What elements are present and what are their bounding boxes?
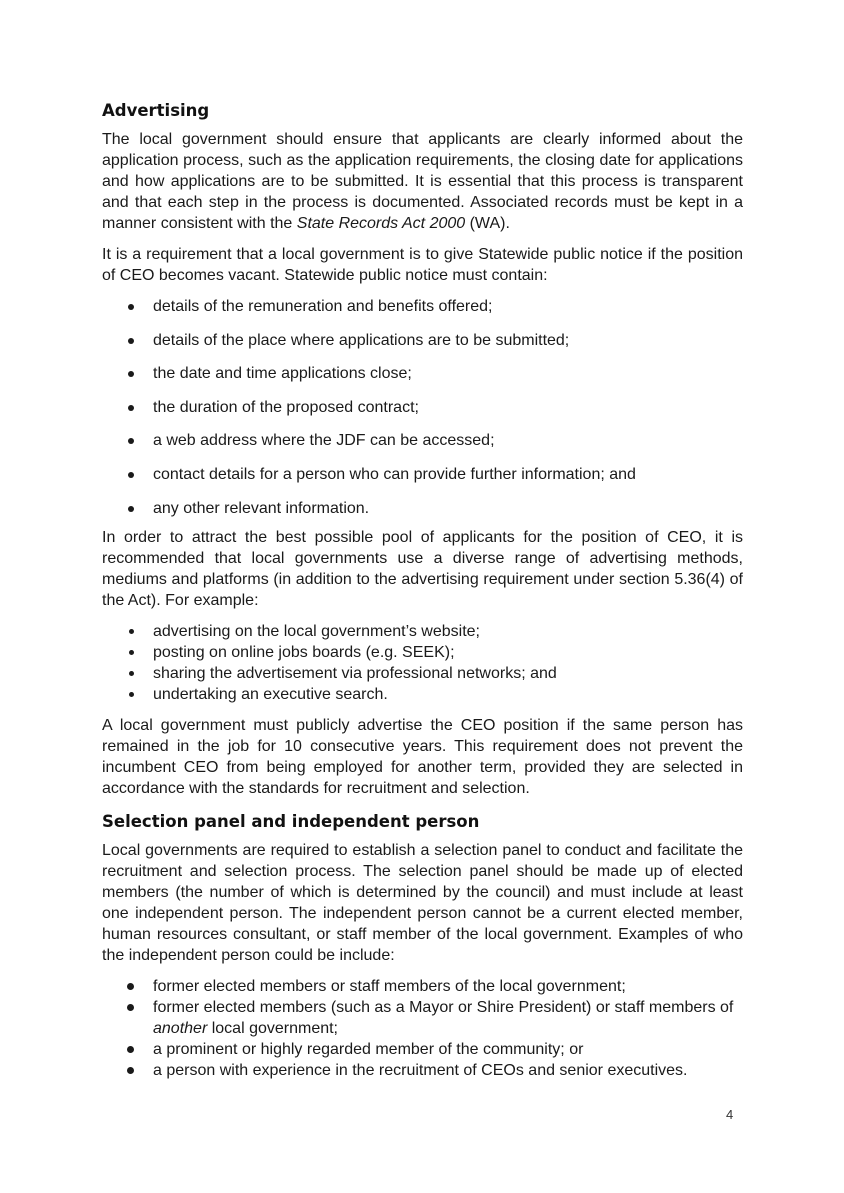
list-item: a person with experience in the recruitment of CEOs and senior executives. xyxy=(102,1060,743,1081)
list-item: details of the remuneration and benefits offered; xyxy=(102,296,743,317)
advertising-paragraph-1-text: The local government should ensure that applicants are clearly informed about the application process, such as the application requirements, the closing date for applications and how applications are to be submitted. It is essential that this process is transparent and that each step in the process is documented. Associated records must be kept in a manner consistent with the xyxy=(102,131,743,232)
emphasis-another: another xyxy=(153,1019,208,1037)
advertising-paragraph-2: It is a requirement that a local government is to give Statewide public notice if the position of CEO becomes vacant. Statewide public notice must contain: xyxy=(102,246,743,284)
list-item: undertaking an executive search. xyxy=(102,684,743,705)
list-item: the duration of the proposed contract; xyxy=(102,397,743,418)
advertising-paragraph-1 xyxy=(102,129,743,234)
state-records-act-title: State Records Act 2000 xyxy=(296,215,466,232)
list-item-text: former elected members (such as a Mayor or Shire President) or staff members of xyxy=(153,998,734,1016)
list-item xyxy=(102,997,743,1039)
list-item-text-end: local government; xyxy=(207,1019,338,1037)
list-item: details of the place where applications are to be submitted; xyxy=(102,330,743,351)
list-item: a prominent or highly regarded member of the community; or xyxy=(102,1039,743,1060)
list-item: posting on online jobs boards (e.g. SEEK); xyxy=(102,642,743,663)
list-item: former elected members or staff members of the local government; xyxy=(102,976,743,997)
list-item: contact details for a person who can provide further information; and xyxy=(102,464,743,485)
selection-panel-heading: Selection panel and independent person xyxy=(102,811,480,831)
advertising-paragraph-3: In order to attract the best possible pool of applicants for the position of CEO, it is recommended that local governments use a diverse range of advertising methods, mediums and platforms (in addition to the advertising requirement under section 5.36(4) of the Act). For example: xyxy=(102,528,743,609)
list-item: the date and time applications close; xyxy=(102,363,743,384)
page-content xyxy=(102,100,743,1081)
selection-paragraph-1: Local governments are required to establish a selection panel to conduct and facilitate the recruitment and selection process. The selection panel should be made up of elected members (the number of which is determined by the council) and must include at least one independent person. The independent person cannot be a current elected member, human resources consultant, or staff member of the local government. Examples of who the independent person could be include: xyxy=(102,841,743,964)
list-item: advertising on the local government’s website; xyxy=(102,621,743,642)
notice-contents-list xyxy=(102,296,743,519)
advertising-heading: Advertising xyxy=(102,101,210,120)
page-number: 4 xyxy=(726,1107,734,1122)
list-item: a web address where the JDF can be accessed; xyxy=(102,430,743,451)
list-item: any other relevant information. xyxy=(102,498,743,519)
list-item: sharing the advertisement via professional networks; and xyxy=(102,663,743,684)
advertising-methods-list xyxy=(102,621,743,705)
advertising-paragraph-1-end: (WA). xyxy=(465,215,510,232)
independent-person-examples-list xyxy=(102,976,743,1081)
advertising-paragraph-4: A local government must publicly advertise the CEO position if the same person has remained in the job for 10 consecutive years. This requirement does not prevent the incumbent CEO from being employed for another term, provided they are selected in accordance with the standards for recruitment and selection. xyxy=(102,716,743,797)
